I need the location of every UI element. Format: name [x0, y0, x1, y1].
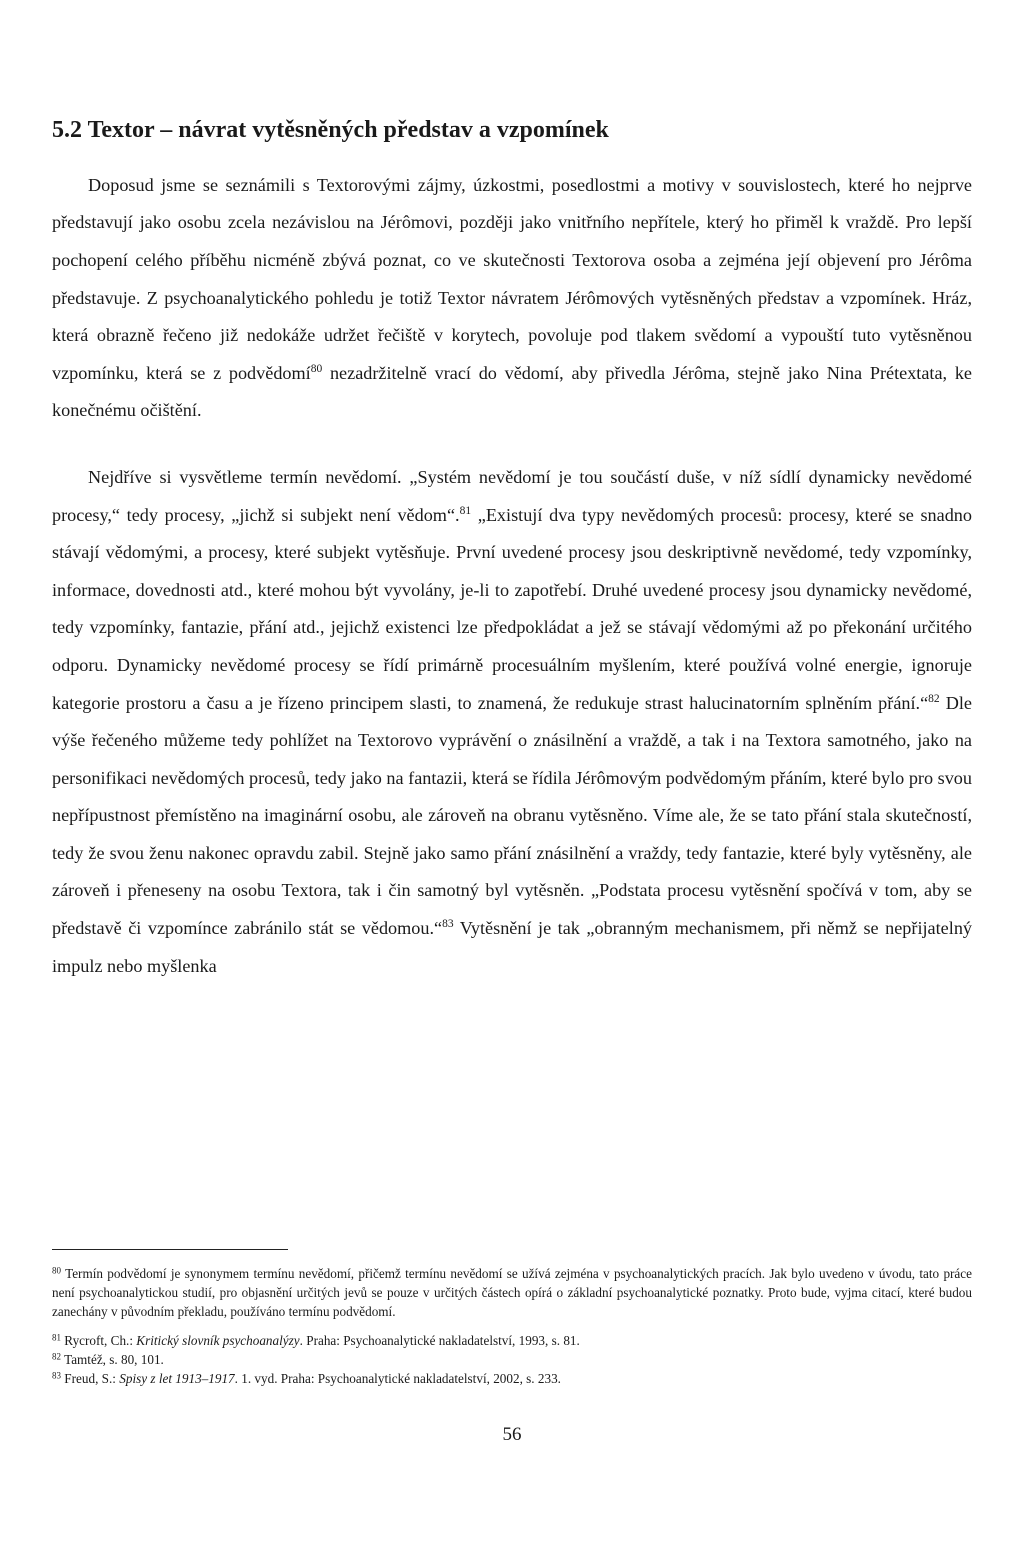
footnote-80 [52, 1264, 972, 1321]
footnotes [52, 1264, 972, 1388]
footnote-83-title: Spisy z let 1913–1917 [119, 1371, 235, 1386]
paragraph-1 [52, 167, 972, 430]
paragraph-2-part-4: Vytěsnění je tak „obranným mechanismem, při němž se nepřijatelný impulz nebo myšlenka [52, 918, 973, 976]
footnote-81-author: Rycroft, Ch.: [64, 1333, 137, 1348]
page-number: 56 [502, 1424, 522, 1445]
paragraph-2-part-2: „Existují dva typy nevědomých procesů: procesy, které se snadno stávají vědomými, a procesy, které subjekt vytěsňuje. První uvedené procesy jsou deskriptivně nevědomé, tedy vzpomínky, informace, dovednosti atd., které mohou být vyvolány, je-li to zapotřebí. Druhé uvedené procesy jsou dynamicky nevědomé, tedy vzpomínky, fantazie, přání atd., jejichž existenci lze předpokládat a jež se stávají vědomými až po překonání určitého odporu. Dynamicky nevědomé procesy se řídí primárně procesuálním myšlením, které používá volné energie, ignoruje kategorie prostoru a času a je řízeno principem slasti, to znamená, že redukuje strast halucinatorním splněním přání.“ [52, 504, 972, 713]
section-heading: 5.2 Textor – návrat vytěsněných představ a vzpomínek [52, 117, 609, 143]
paragraph-2-part-3: Dle výše řečeného můžeme tedy pohlížet na Textorovo vyprávění o znásilnění a vraždě, a tak i na Textora samotného, jako na personifikaci nevědomých procesů, tedy jako na fantazii, která se řídila Jérômovým podvědomým přáním, které bylo pro svou nepřípustnost přemístěno na imaginární osobu, ale zároveň na obranu vytěsněno. Víme ale, že se tato přání stala skutečností, tedy že svou ženu nakonec opravdu zabil. Stejně jako samo přání znásilnění a vraždy, tedy fantazie, které byly vytěsněny, ale zároveň i přeneseny na osobu Textora, tak i čin samotný byl vytěsněn. „Podstata procesu vytěsnění spočívá v tom, aby se představě či vzpomínce zabránilo stát se vědomou.“ [52, 692, 972, 939]
footnote-divider [52, 1249, 288, 1250]
footnote-80-text: Termín podvědomí je synonymem termínu nevědomí, přičemž termínu nevědomí se užívá zejména v psychoanalytických pracích. Jak bylo uvedeno v úvodu, tato práce není psychoanalytickou studií, pro objasnění určitých jevů se pouze v určitých částech opírá o základní psychoanalytické poznatky. Proto bude, vyjma citací, které budou zanechány v původním překladu, používáno termínu podvědomí. [52, 1266, 972, 1319]
footnote-83 [52, 1369, 972, 1388]
footnote-81-publisher: . Praha: Psychoanalytické nakladatelství, 1993, s. 81. [299, 1333, 580, 1348]
footnote-mark-81: 81 [52, 1332, 61, 1343]
footnote-mark-80: 80 [52, 1265, 61, 1276]
main-content [52, 116, 972, 985]
paragraph-2 [52, 459, 972, 985]
footnote-ref-83[interactable]: 83 [442, 918, 454, 931]
footnote-82 [52, 1350, 972, 1369]
footnote-83-author: Freud, S.: [64, 1371, 120, 1386]
footnote-ref-81[interactable]: 81 [459, 504, 472, 517]
footnote-mark-83: 83 [52, 1370, 61, 1381]
footnote-mark-82: 82 [52, 1351, 61, 1362]
footnote-ref-80[interactable]: 80 [310, 362, 323, 375]
footnote-81-title: Kritický slovník psychoanalýzy [136, 1333, 300, 1348]
paragraph-1-text-end: nezadržitelně vrací do vědomí, aby přivedla Jérôma, stejně jako Nina Prétextata, ke konečnému očištění. [52, 362, 972, 421]
paragraph-2-part-1: Nejdříve si vysvětleme termín nevědomí. „Systém nevědomí je tou součástí duše, v níž sídlí dynamicky nevědomé procesy,“ tedy procesy, „jichž si subjekt není vědom“. [52, 466, 972, 525]
footnote-ref-82[interactable]: 82 [928, 692, 940, 705]
footnote-82-text: Tamtéž, s. 80, 101. [64, 1352, 164, 1367]
footnote-83-publisher: . 1. vyd. Praha: Psychoanalytické nakladatelství, 2002, s. 233. [234, 1371, 561, 1386]
paragraph-1-text: Doposud jsme se seznámili s Textorovými zájmy, úzkostmi, posedlostmi a motivy v souvislostech, které ho nejprve představují jako osobu zcela nezávislou na Jérômovi, později jako vnitřního nepřítele, který ho přiměl k vraždě. Pro lepší pochopení celého příběhu nicméně zbývá poznat, co ve skutečnosti Textorova osoba a zejména její objevení pro Jérôma představuje. Z psychoanalytického pohledu je totiž Textor návratem Jérômových vytěsněných představ a vzpomínek. Hráz, která obrazně řečeno již nedokáže udržet řečiště v korytech, povoluje pod tlakem svědomí a vypouští tuto vytěsněnou vzpomínku, která se z podvědomí [52, 174, 972, 383]
footnote-81 [52, 1331, 972, 1350]
